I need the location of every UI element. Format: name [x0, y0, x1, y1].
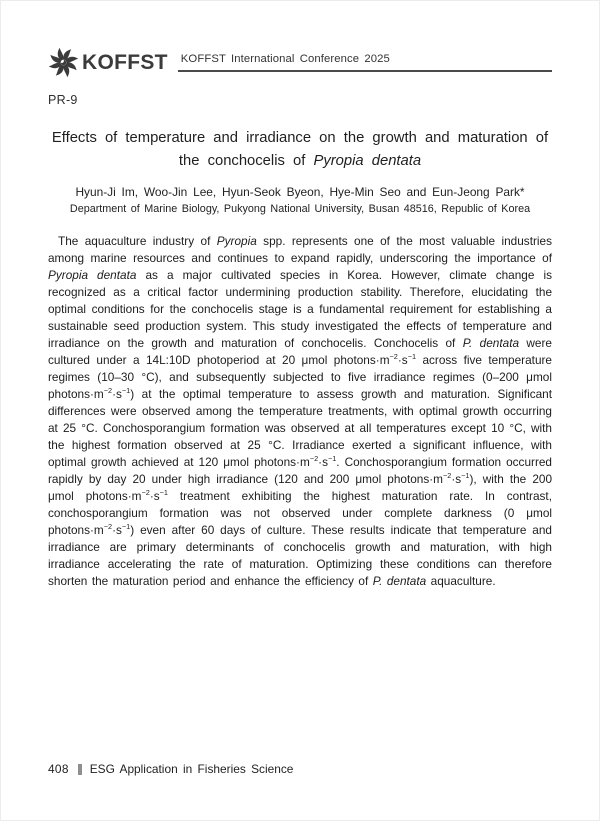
header-rule [178, 47, 552, 72]
logo-wordmark: KOFFST [82, 51, 168, 74]
affiliation-line: Department of Marine Biology, Pukyong National University, Busan 48516, Republic of Korea [69, 203, 531, 215]
page-footer [48, 762, 293, 776]
page-header [48, 47, 552, 78]
pinwheel-logo-icon [48, 47, 79, 78]
conference-title: KOFFST International Conference 2025 [180, 52, 390, 65]
paper-title: Effects of temperature and irradiance on the growth and maturation of the conchocelis of Pyropia dentata [51, 130, 549, 169]
abstract-body: The aquaculture industry of Pyropia spp. represents one of the most valuable industries among marine resources and continues to expand rapidly, underscoring the importance of Pyropia dentata as a major cultivated species in Korea. However, climate change is recognized as a critical factor undermining production stability. Therefore, elucidating the optimal conditions for the conchocelis stage is a fundamental requirement for establishing a sustainable seed production system. This study investigated the effects of temperature and irradiance on the growth and maturation of conchocelis. Conchocelis of P. dentata were cultured under a 14L:10D photoperiod at 20 μmol $photons\cdot m^{-2}\cdot s^{-1}$ across five temperature regimes (10–30 °C), and subsequently subjected to five irradiance regimes (0–200 μmol $photons\cdot m^{-2}\cdot s^{-1}$) at the optimal temperature to assess growth and maturation. Significant differences were observed among the temperature treatments, with optimal growth occurring at 25 °C. Conchosporangium formation was observed at all temperatures except 10 °C, with the highest formation observed at 25 °C. Irradiance exerted a significant influence, with optimal growth achieved at 120 μmol $photons\cdot m^{-2}\cdot s^{-1}$. Conchosporangium formation occurred rapidly by day 20 under high irradiance (120 and 200 μmol $photons\cdot m^{-2}\cdot s^{-1}$), with the 200 μmol $photons\cdot m^{-2}\cdot s^{-1}$ treatment exhibiting the highest maturation rate. In contrast, conchosporangium formation was not observed under complete darkness (0 μmol $photons\cdot m^{-2}\cdot s^{-1}$) even after 60 days of culture. These results indicate that temperature and irradiance are primary determinants of conchocelis growth and maturation, with high irradiance accelerating the rate of maturation. Optimizing these conditions can therefore shorten the maturation period and enhance the efficiency of P. dentata aquaculture. [48, 234, 553, 588]
koffst-logo [48, 47, 168, 78]
paper-id: PR-9 [48, 93, 78, 107]
page-number: 408 [48, 762, 69, 776]
authors-line: Hyun-Ji Im, Woo-Jin Lee, Hyun-Seok Byeon, Hye-Min Seo and Eun-Jeong Park* [75, 185, 525, 199]
footer-section-title: ESG Application in Fisheries Science [89, 762, 294, 776]
footer-divider-bar [78, 764, 82, 775]
